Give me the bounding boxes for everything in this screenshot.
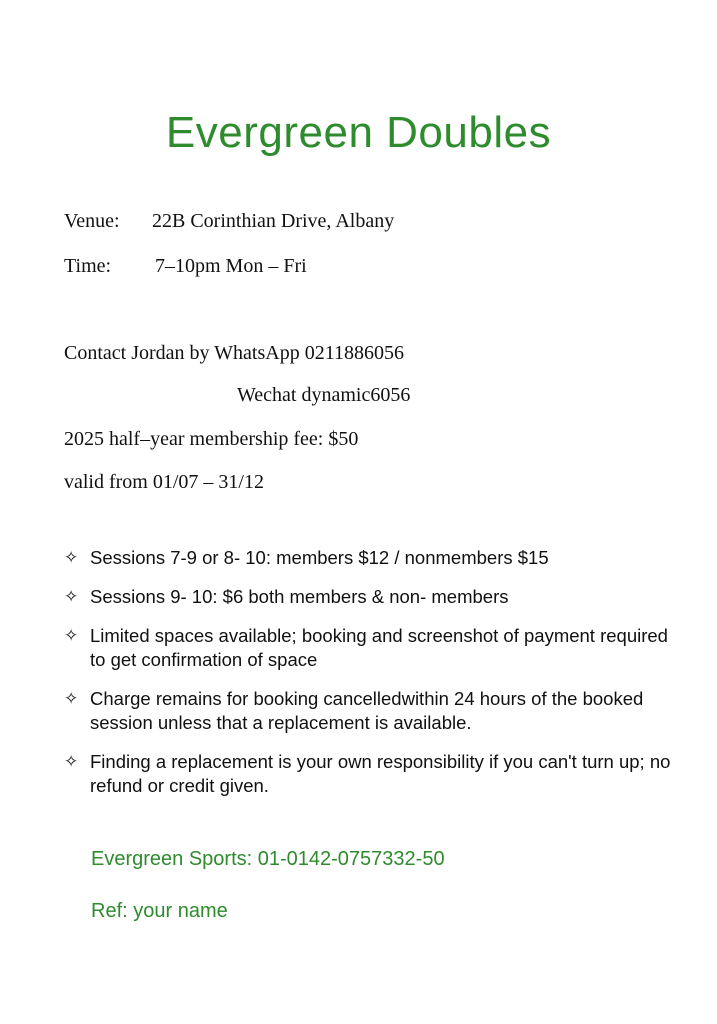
membership-fee: 2025 half–year membership fee: $50 xyxy=(64,428,359,450)
rule-item xyxy=(62,546,682,570)
four-point-star-icon: ✧ xyxy=(64,587,79,606)
four-point-star-icon: ✧ xyxy=(64,548,79,567)
rule-item xyxy=(62,750,682,798)
four-point-star-icon: ✧ xyxy=(64,689,79,708)
payment-reference: Ref: your name xyxy=(91,900,228,922)
page-title: Evergreen Doubles xyxy=(165,108,552,157)
four-point-star-icon: ✧ xyxy=(64,626,79,645)
venue-value: 22B Corinthian Drive, Albany xyxy=(152,210,395,232)
rule-text: Charge remains for booking cancelledwithin 24 hours of the booked session unless that a replacement is available. xyxy=(90,688,644,733)
contact-whatsapp: Contact Jordan by WhatsApp 0211886056 xyxy=(64,342,404,364)
rule-text: Sessions 9- 10: $6 both members & non- members xyxy=(90,586,509,607)
rule-item xyxy=(62,585,682,609)
time-value: 7–10pm Mon – Fri xyxy=(155,255,307,277)
rule-item xyxy=(62,687,682,735)
rule-item xyxy=(62,624,682,672)
rules-list xyxy=(62,546,682,813)
venue-label: Venue: xyxy=(64,210,120,232)
four-point-star-icon: ✧ xyxy=(64,752,79,771)
bank-account: Evergreen Sports: 01-0142-0757332-50 xyxy=(91,848,445,870)
rule-text: Sessions 7-9 or 8- 10: members $12 / nonmembers $15 xyxy=(90,547,549,568)
membership-validity: valid from 01/07 – 31/12 xyxy=(64,471,264,493)
rule-text: Limited spaces available; booking and screenshot of payment required to get confirmation of space xyxy=(90,625,668,670)
rule-text: Finding a replacement is your own responsibility if you can't turn up; no refund or credit given. xyxy=(90,751,671,796)
time-label: Time: xyxy=(64,255,112,277)
contact-wechat: Wechat dynamic6056 xyxy=(237,384,411,406)
